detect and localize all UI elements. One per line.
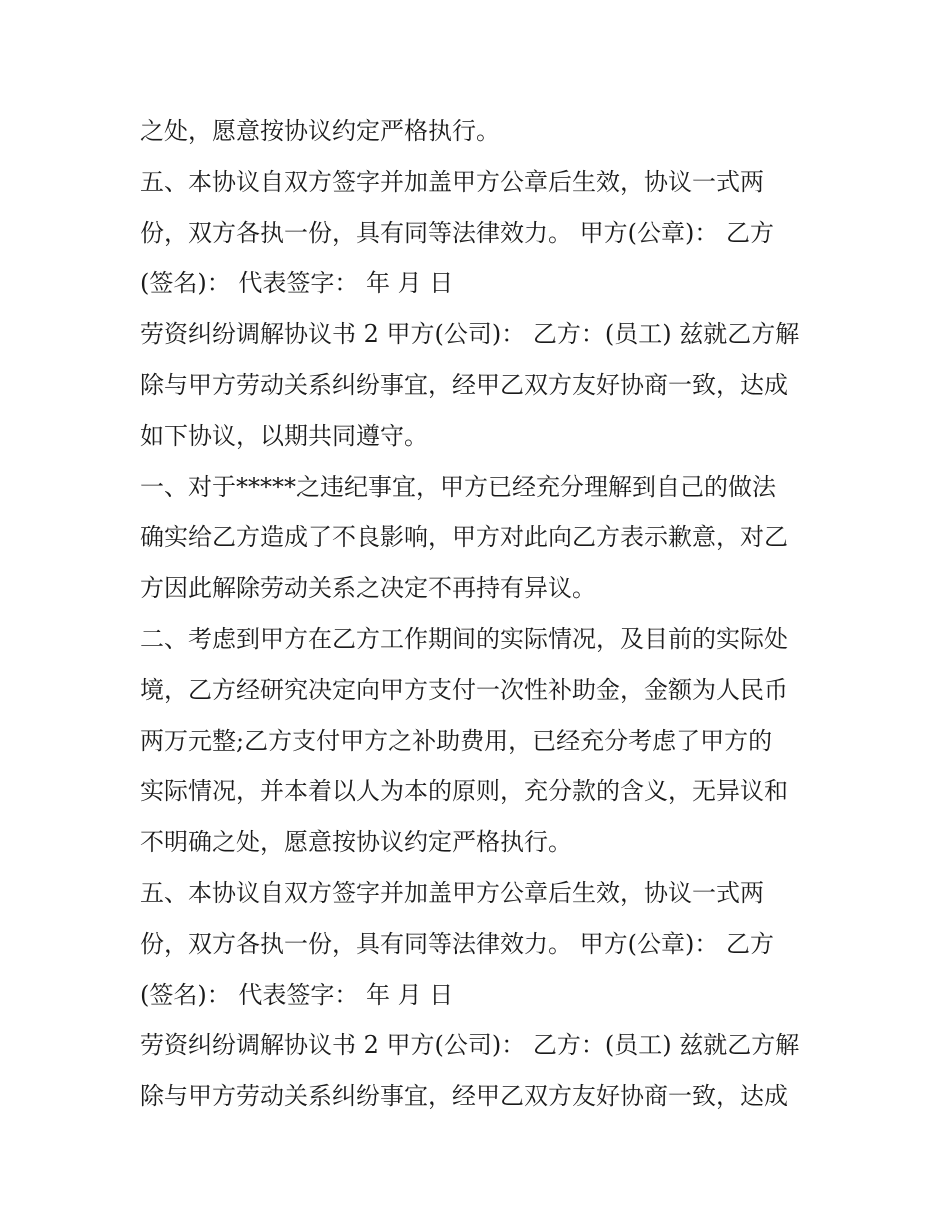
text-line: 除与甲方劳动关系纠纷事宜，经甲乙双方友好协商一致，达成 [140,370,788,399]
text-line: 实际情况，并本着以人为本的原则，充分款的含义，无异议和 [140,777,788,806]
text-line: 两万元整;乙方支付甲方之补助费用，已经充分考虑了甲方的 [140,726,773,755]
text-line: (签名)： 代表签字： 年 月 日 [140,269,454,298]
text-line: 五、本协议自双方签字并加盖甲方公章后生效，协议一式两 [140,878,764,907]
text-line: 五、本协议自双方签字并加盖甲方公章后生效，协议一式两 [140,167,764,196]
text-line: 不明确之处，愿意按协议约定严格执行。 [140,828,572,857]
text-line: 二、考虑到甲方在乙方工作期间的实际情况，及目前的实际处 [140,624,788,653]
text-line: 劳资纠纷调解协议书 2 甲方(公司)： 乙方：(员工) 兹就乙方解 [140,320,800,349]
text-line: 之处，愿意按协议约定严格执行。 [140,117,500,145]
text-line: 劳资纠纷调解协议书 2 甲方(公司)： 乙方：(员工) 兹就乙方解 [140,1031,800,1060]
text-line: 份，双方各执一份，具有同等法律效力。 甲方(公章)： 乙方 [140,218,774,247]
text-line: 确实给乙方造成了不良影响，甲方对此向乙方表示歉意，对乙 [140,523,788,552]
text-line: 份，双方各执一份，具有同等法律效力。 甲方(公章)： 乙方 [140,929,774,958]
document-body [140,106,820,1122]
text-line: 境，乙方经研究决定向甲方支付一次性补助金，金额为人民币 [140,675,788,704]
text-line: 方因此解除劳动关系之决定不再持有异议。 [140,574,596,603]
text-line: 除与甲方劳动关系纠纷事宜，经甲乙双方友好协商一致，达成 [140,1082,788,1111]
text-line: 如下协议，以期共同遵守。 [140,421,428,450]
text-line: 一、对于*****之违纪事宜，甲方已经充分理解到自己的做法 [140,472,776,501]
text-line: (签名)： 代表签字： 年 月 日 [140,980,454,1009]
